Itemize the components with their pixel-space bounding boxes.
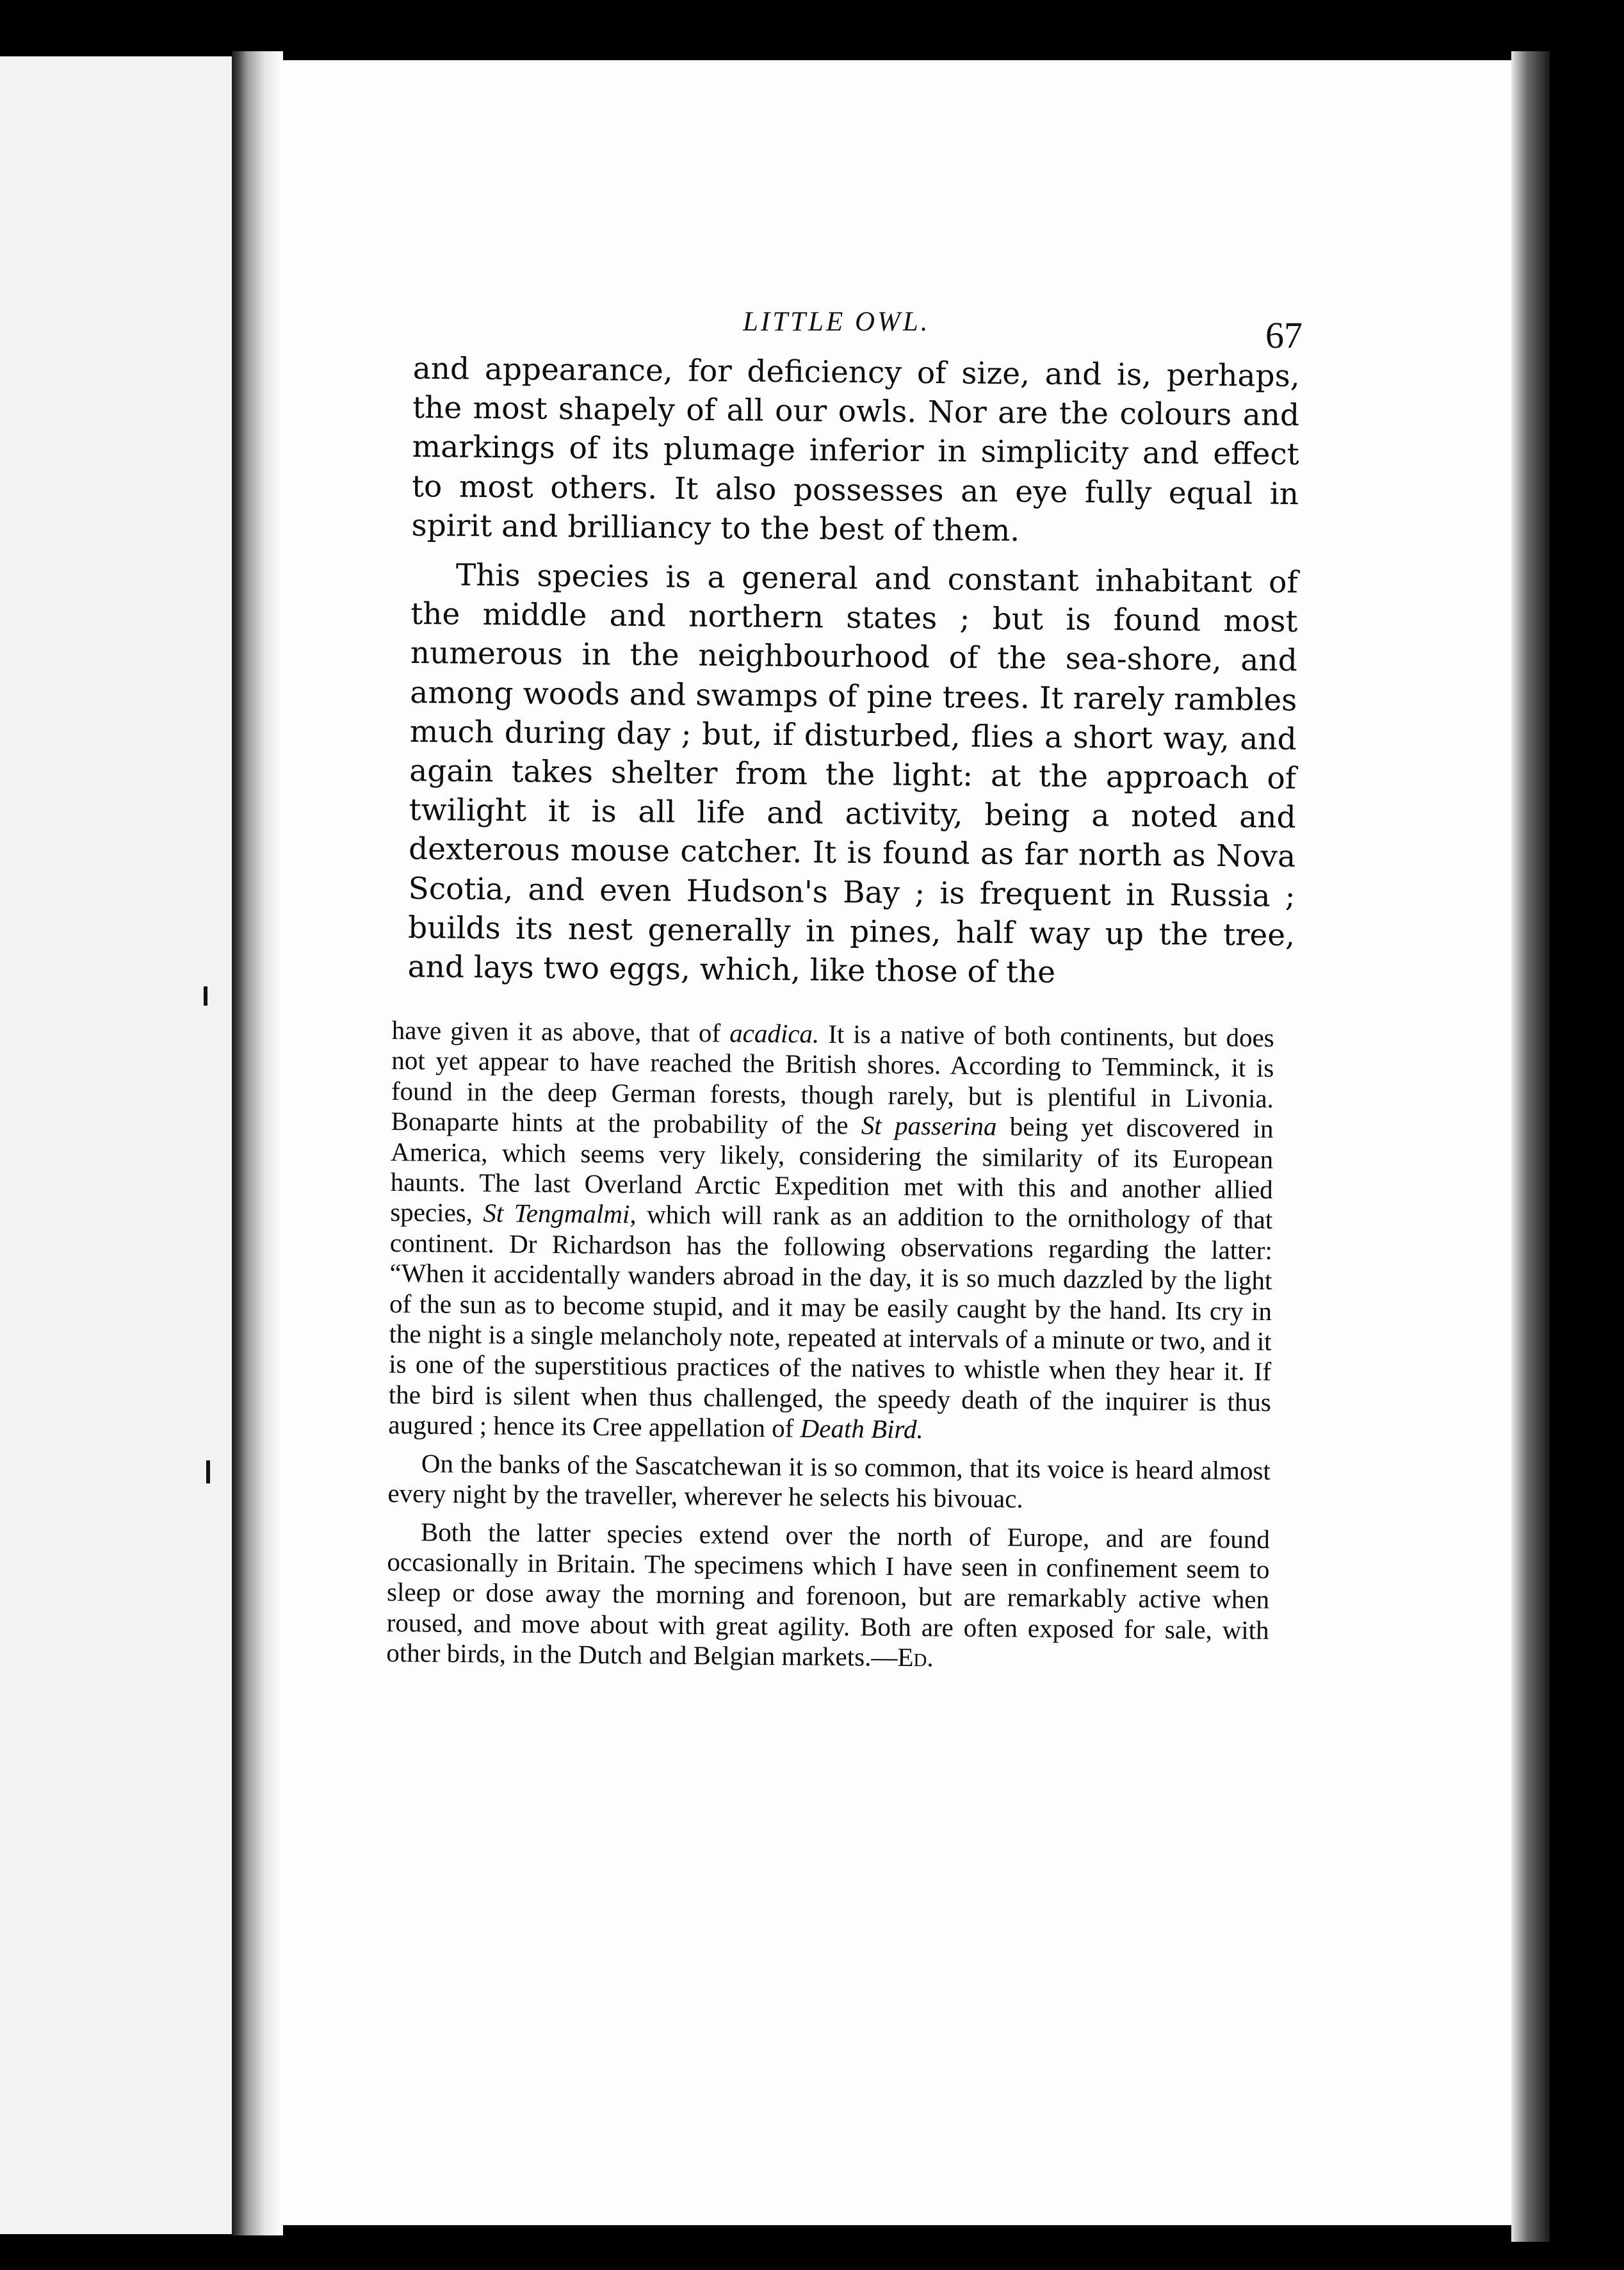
paragraph: and appearance, for deficiency of size, and is, perhaps, the most shapely of all our owls. Nor are the colours and markings of its plumage inferior in simplicity and effect to most others. It also possesses an eye fully equal in spirit and brilliancy to the best of them.	[411, 350, 1300, 549]
footnote-paragraph	[388, 1015, 1274, 1448]
page-edge-shadow	[1511, 51, 1550, 2242]
editor-footnote	[386, 1015, 1274, 1676]
text-run: which will rank as an addition to the ornithology of that continent. Dr Richardson has the following observations regarding the latter: “When it accidentally wanders abroad in the day, it is so much dazzled by the light of the sun as to become stupid, and it may be easily caught by the hand. Its cry in the night is a single melancholy note, repeated at intervals of a minute or two, and it is one of the superstitious practices of the natives to whistle when they hear it. If the bird is silent when thus challenged, the speedy death of the inquirer is thus augured ; hence its Cree appellation of	[388, 1199, 1273, 1443]
species-name: acadica.	[729, 1018, 820, 1049]
text-run: being yet discovered in America, which seems very likely, considering the similarity of its European haunts. The last Overland Arctic Expedition met with this and another allied species,	[390, 1111, 1274, 1228]
common-name: Death Bird.	[800, 1413, 923, 1444]
text-run: have given it as above, that of	[391, 1015, 730, 1048]
species-name: St passerina	[861, 1110, 997, 1141]
margin-mark	[204, 986, 207, 1006]
page-number: 67	[1265, 314, 1303, 356]
margin-mark	[206, 1460, 210, 1483]
editor-signature: Ed.	[897, 1642, 934, 1672]
paragraph: This species is a general and constant inhabitant of the middle and northern states ; but is found most numerous in the neighbourhood of the sea-shore, and among woods and swamps of pine trees. It rarely rambles much during day ; but, if disturbed, flies a short way, and again takes shelter from the light: at the approach of twilight it is all life and activity, being a noted and dexterous mouse catcher. It is found as far north as Nova Scotia, and even Hudson's Bay ; is frequent in Russia ; builds its nest generally in pines, half way up the tree, and lays two eggs, which, like those of the	[407, 557, 1299, 990]
main-text	[407, 349, 1300, 994]
left-facing-page	[0, 56, 237, 2234]
running-head: LITTLE OWL.	[743, 307, 930, 337]
text-run: It is a native of both continents, but does not yet appear to have reached the British shores. According to Temminck, it is found in the deep German forests, though rarely, but is plentiful in Livonia. Bonaparte hints at the probability of the	[391, 1018, 1274, 1140]
footnote-paragraph: On the banks of the Sascatchewan it is so common, that its voice is heard almost every night by the traveller, wherever he selects his bivouac.	[387, 1448, 1271, 1514]
book-gutter-shadow	[232, 51, 283, 2235]
footnote-paragraph	[386, 1516, 1270, 1676]
text-run: Both the latter species extend over the north of Europe, and are found occasionally in Britain. The specimens which I have seen in confinement seem to sleep or dose away the morning and forenoon, but are remarkably active when roused, and move about with great agility. Both are often exposed for sale, with other birds, in the Dutch and Belgian markets.—	[386, 1516, 1271, 1672]
species-name: St Tengmalmi,	[483, 1198, 637, 1229]
